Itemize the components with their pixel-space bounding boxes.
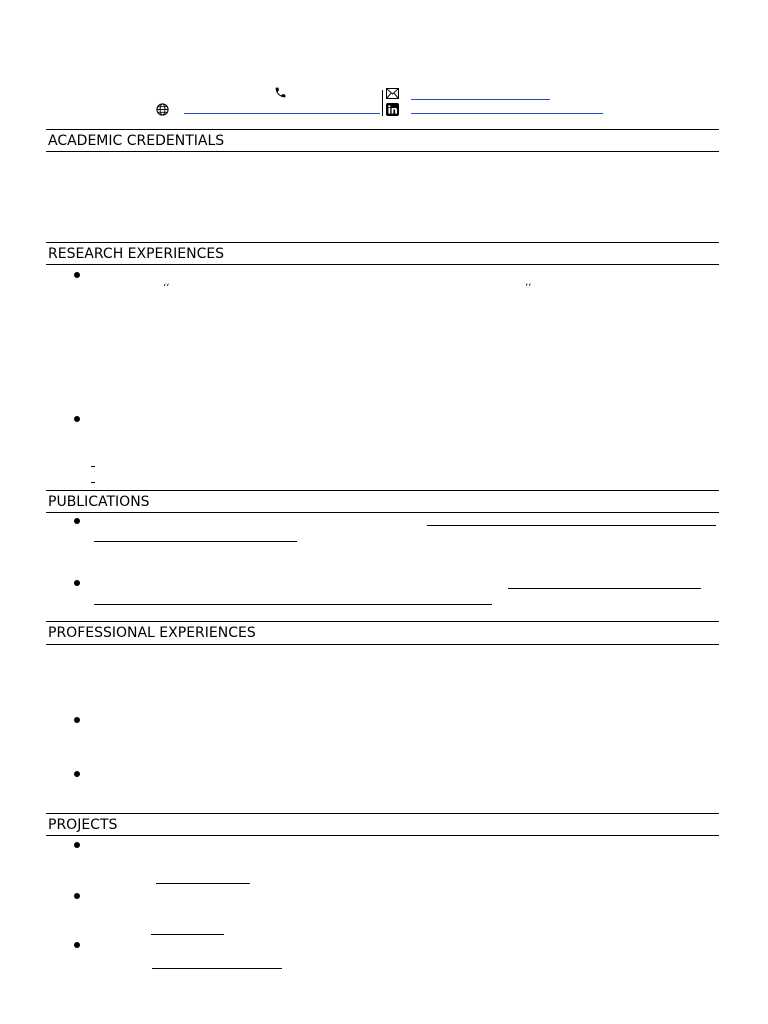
- list-item-bullet: [74, 518, 80, 524]
- list-item-bullet: [74, 272, 80, 278]
- section-title-professional: PROFESSIONAL EXPERIENCES: [48, 625, 256, 641]
- phone-icon: [274, 86, 287, 99]
- email-link[interactable]: [411, 99, 550, 100]
- envelope-icon: [386, 88, 399, 99]
- section-rule-top: [46, 242, 719, 243]
- project-link[interactable]: [156, 883, 250, 884]
- publication-link[interactable]: [427, 525, 716, 526]
- list-item-bullet: [74, 717, 80, 723]
- list-item-bullet: [74, 893, 80, 899]
- section-rule-bottom: [46, 512, 719, 513]
- close-quote: ’’: [525, 283, 532, 294]
- section-title-publications: PUBLICATIONS: [48, 494, 150, 510]
- list-item-bullet: [74, 842, 80, 848]
- section-rule-top: [46, 621, 719, 622]
- publication-link[interactable]: [94, 604, 492, 605]
- publication-link[interactable]: [94, 541, 297, 542]
- section-rule-bottom: [46, 835, 719, 836]
- project-link[interactable]: [151, 934, 224, 935]
- section-title-academic: ACADEMIC CREDENTIALS: [48, 133, 225, 149]
- sub-item-dash: [91, 482, 95, 483]
- section-title-projects: PROJECTS: [48, 817, 118, 833]
- website-link[interactable]: [184, 113, 380, 114]
- section-rule-bottom: [46, 264, 719, 265]
- list-item-bullet: [74, 771, 80, 777]
- list-item-bullet: [74, 942, 80, 948]
- list-item-bullet: [74, 416, 80, 422]
- section-title-research: RESEARCH EXPERIENCES: [48, 246, 225, 262]
- open-quote: ‘‘: [163, 283, 170, 294]
- linkedin-icon: [386, 103, 399, 116]
- section-rule-top: [46, 490, 719, 491]
- publication-link[interactable]: [508, 588, 701, 589]
- section-rule-bottom: [46, 644, 719, 645]
- header-divider: [382, 90, 383, 116]
- section-rule-top: [46, 813, 719, 814]
- globe-icon: [156, 103, 169, 116]
- section-rule-top: [46, 129, 719, 130]
- sub-item-dash: [91, 466, 95, 467]
- list-item-bullet: [74, 580, 80, 586]
- project-link[interactable]: [152, 968, 282, 969]
- section-rule-bottom: [46, 151, 719, 152]
- linkedin-link[interactable]: [411, 113, 603, 114]
